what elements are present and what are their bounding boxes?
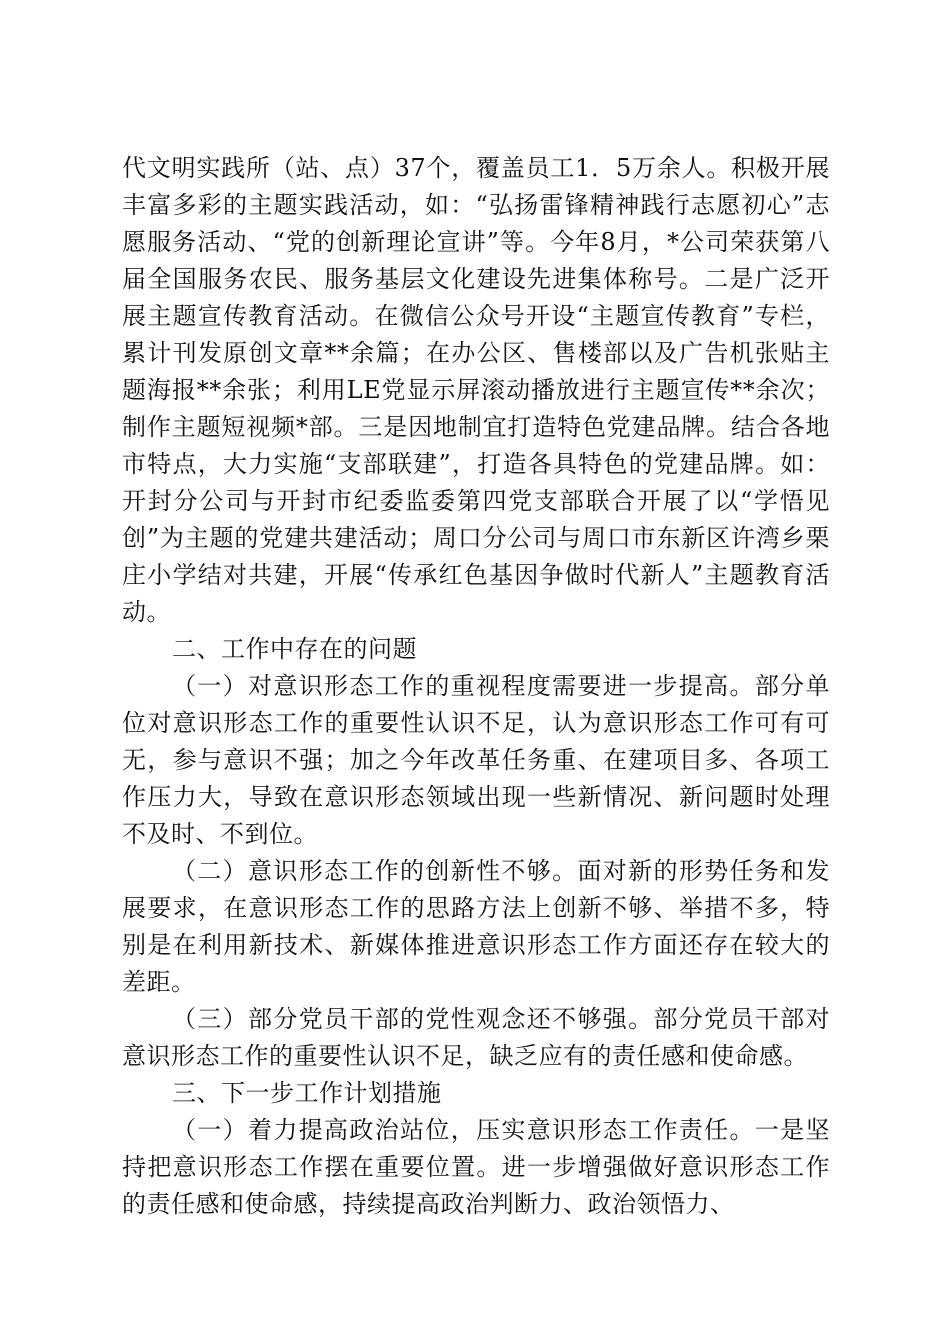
section-heading-problems: 二、工作中存在的问题 xyxy=(172,635,417,663)
paragraph-problem-3: （三）部分党员干部的党性观念还不够强。部分党员干部对意识形态工作的重要性认识不足，缺乏应有的责任感和使命感。 xyxy=(122,1005,830,1070)
paragraph-problem-2: （二）意识形态工作的创新性不够。面对新的形势任务和发展要求，在意识形态工作的思路方法上创新不够、举措不多，特别是在利用新技术、新媒体推进意识形态工作方面还存在较大的差距。 xyxy=(122,857,830,996)
section-heading-next-steps: 三、下一步工作计划措施 xyxy=(172,1079,442,1107)
paragraph-continuation: 代文明实践所（站、点）37个，覆盖员工1．5万余人。积极开展丰富多彩的主题实践活动，如：“弘扬雷锋精神践行志愿初心”志愿服务活动、“党的创新理论宣讲”等。今年8月，*公司荣获第八届全国服务农民、服务基层文化建设先进集体称号。二是广泛开展主题宣传教育活动。在微信公众号开设“主题宣传教育”专栏，累计刊发原创文章**余篇；在办公区、售楼部以及广告机张贴主题海报**余张；利用LE党显示屏滚动播放进行主题宣传**余次；制作主题短视频*部。三是因地制宜打造特色党建品牌。结合各地市特点，大力实施“支部联建”，打造各具特色的党建品牌。如：开封分公司与开封市纪委监委第四党支部联合开展了以“学悟见创”为主题的党建共建活动；周口分公司与周口市东新区许湾乡栗庄小学结对共建，开展“传承红色基因争做时代新人”主题教育活动。 xyxy=(122,154,830,626)
paragraph-measure-1: （一）着力提高政治站位，压实意识形态工作责任。一是坚持把意识形态工作摆在重要位置。进一步增强做好意识形态工作的责任感和使命感，持续提高政治判断力、政治领悟力、 xyxy=(122,1116,830,1218)
document-body xyxy=(122,150,830,1223)
paragraph-problem-1: （一）对意识形态工作的重视程度需要进一步提高。部分单位对意识形态工作的重要性认识不足，认为意识形态工作可有可无，参与意识不强；加之今年改革任务重、在建项目多、各项工作压力大，导致在意识形态领域出现一些新情况、新问题时处理不及时、不到位。 xyxy=(122,672,830,848)
